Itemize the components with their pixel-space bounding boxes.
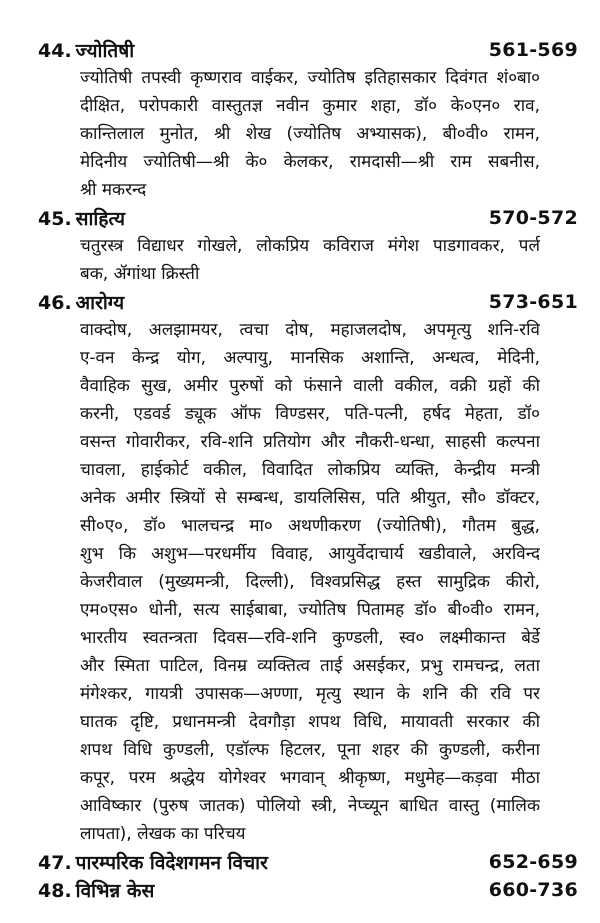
section-title: पारम्परिक विदेशगमन विचार	[75, 852, 268, 874]
page-range: 570-572	[488, 207, 578, 229]
toc-section	[38, 36, 578, 204]
topic-line: ए-वन केन्द्र योग, अल्पायु, मानसिक अशान्ति, अन्धत्व, मेदिनी,	[80, 348, 540, 368]
page-range: 561-569	[488, 39, 578, 61]
topic-line: आविष्कार (पुरुष जातक) पोलियो स्त्री, नेप्च्यून बाधित वास्तु (मालिक	[80, 796, 540, 816]
topic-line: चावला, हाईकोर्ट वकील, विवादित लोकप्रिय व्यक्ति, केन्द्रीय मन्त्री	[80, 460, 540, 480]
topic-line: दीक्षित, परोपकारी वास्तुतज्ञ नवीन कुमार शहा, डॉ० के०एन० राव,	[80, 96, 540, 116]
page-range: 660-736	[488, 879, 578, 901]
topic-line: अनेक अमीर स्त्रियों से सम्बन्ध, डायलिसिस, पति श्रीयुत, सौ० डॉक्टर,	[80, 488, 540, 508]
topic-line: श्री मकरन्द	[80, 180, 147, 200]
page-range: 573-651	[488, 291, 578, 313]
topic-line: शपथ विधि कुण्डली, एडॉल्फ हिटलर, पूना शहर की कुण्डली, करीना	[80, 740, 540, 760]
topic-line: मेदिनीय ज्योतिषी—श्री के० केलकर, रामदासी—श्री राम सबनीस,	[80, 152, 540, 172]
table-of-contents	[38, 36, 578, 904]
topic-line: भारतीय स्वतन्त्रता दिवस—रवि-शनि कुण्डली, स्व० लक्ष्मीकान्त बेर्डे	[80, 628, 540, 648]
section-heading	[38, 36, 578, 64]
section-title: ज्योतिषी	[75, 40, 135, 62]
section-heading	[38, 876, 578, 904]
page-range: 652-659	[488, 851, 578, 873]
section-number: 46.	[38, 292, 72, 314]
section-number: 45.	[38, 208, 72, 230]
section-heading	[38, 288, 578, 316]
section-heading	[38, 848, 578, 876]
topic-line: बक, ॲगांथा क्रिस्ती	[80, 264, 200, 284]
toc-section	[38, 288, 578, 848]
section-title-wrap	[38, 849, 268, 875]
section-title-wrap	[38, 877, 154, 903]
topic-line: मंगेश्कर, गायत्री उपासक—अण्णा, मृत्यु स्थान के शनि की रवि पर	[80, 684, 540, 704]
section-title-wrap	[38, 289, 124, 315]
section-title-wrap	[38, 37, 134, 63]
section-topics	[80, 316, 540, 848]
section-number: 48.	[38, 880, 72, 902]
section-title: साहित्य	[75, 208, 125, 230]
topic-line: एम०एस० धोनी, सत्य साईबाबा, ज्योतिष पितामह डॉ० बी०वी० रामन,	[80, 600, 540, 620]
topic-line: वाक्दोष, अलझामयर, त्वचा दोष, महाजलदोष, अपमृत्यु शनि-रवि	[80, 320, 540, 340]
section-topics	[80, 232, 540, 288]
section-heading	[38, 204, 578, 232]
topic-line: ज्योतिषी तपस्वी कृष्णराव वाईकर, ज्योतिष इतिहासकार दिवंगत शं०बा०	[80, 68, 540, 88]
topic-line: शुभ कि अशुभ—परधर्मीय विवाह, आयुर्वेदाचार्य खडीवाले, अरविन्द	[80, 544, 540, 564]
topic-line: कपूर, परम श्रद्धेय योगेश्वर भगवान् श्रीकृष्ण, मधुमेह—कड़वा मीठा	[80, 768, 540, 788]
toc-section	[38, 204, 578, 288]
section-number: 44.	[38, 40, 72, 62]
topic-line: घातक दृष्टि, प्रधानमन्त्री देवगौड़ा शपथ विधि, मायावती सरकार की	[80, 712, 540, 732]
topic-line: करनी, एडवर्ड ड्यूक ऑफ विण्डसर, पति-पत्नी, हर्षद मेहता, डॉ०	[80, 404, 540, 424]
toc-section	[38, 876, 578, 904]
topic-line: वसन्त गोवारीकर, रवि-शनि प्रतियोग और नौकरी-धन्धा, साहसी कल्पना	[80, 432, 540, 452]
section-number: 47.	[38, 852, 72, 874]
topic-line: वैवाहिक सुख, अमीर पुरुषों को फंसाने वाली वकील, वक्री ग्रहों की	[80, 376, 540, 396]
section-topics	[80, 64, 540, 204]
topic-line: लापता), लेखक का परिचय	[80, 824, 246, 844]
section-title-wrap	[38, 205, 125, 231]
topic-line: कान्तिलाल मुनोत, श्री शेख (ज्योतिष अभ्यासक), बी०वी० रामन,	[80, 124, 540, 144]
topic-line: और स्मिता पाटिल, विनम्र व्यक्तित्व ताई असईकर, प्रभु रामचन्द्र, लता	[80, 656, 540, 676]
section-title: विभिन्न केस	[75, 880, 155, 902]
section-title: आरोग्य	[75, 292, 125, 314]
topic-line: चतुरस्त्र विद्याधर गोखले, लोकप्रिय कविराज मंगेश पाडगावकर, पर्ल	[80, 236, 540, 256]
topic-line: सी०ए०, डॉ० भालचन्द्र मा० अथणीकरण (ज्योतिषी), गौतम बुद्ध,	[80, 516, 540, 536]
toc-section	[38, 848, 578, 876]
topic-line: केजरीवाल (मुख्यमन्त्री, दिल्ली), विश्वप्रसिद्ध हस्त सामुद्रिक कीरो,	[80, 572, 540, 592]
